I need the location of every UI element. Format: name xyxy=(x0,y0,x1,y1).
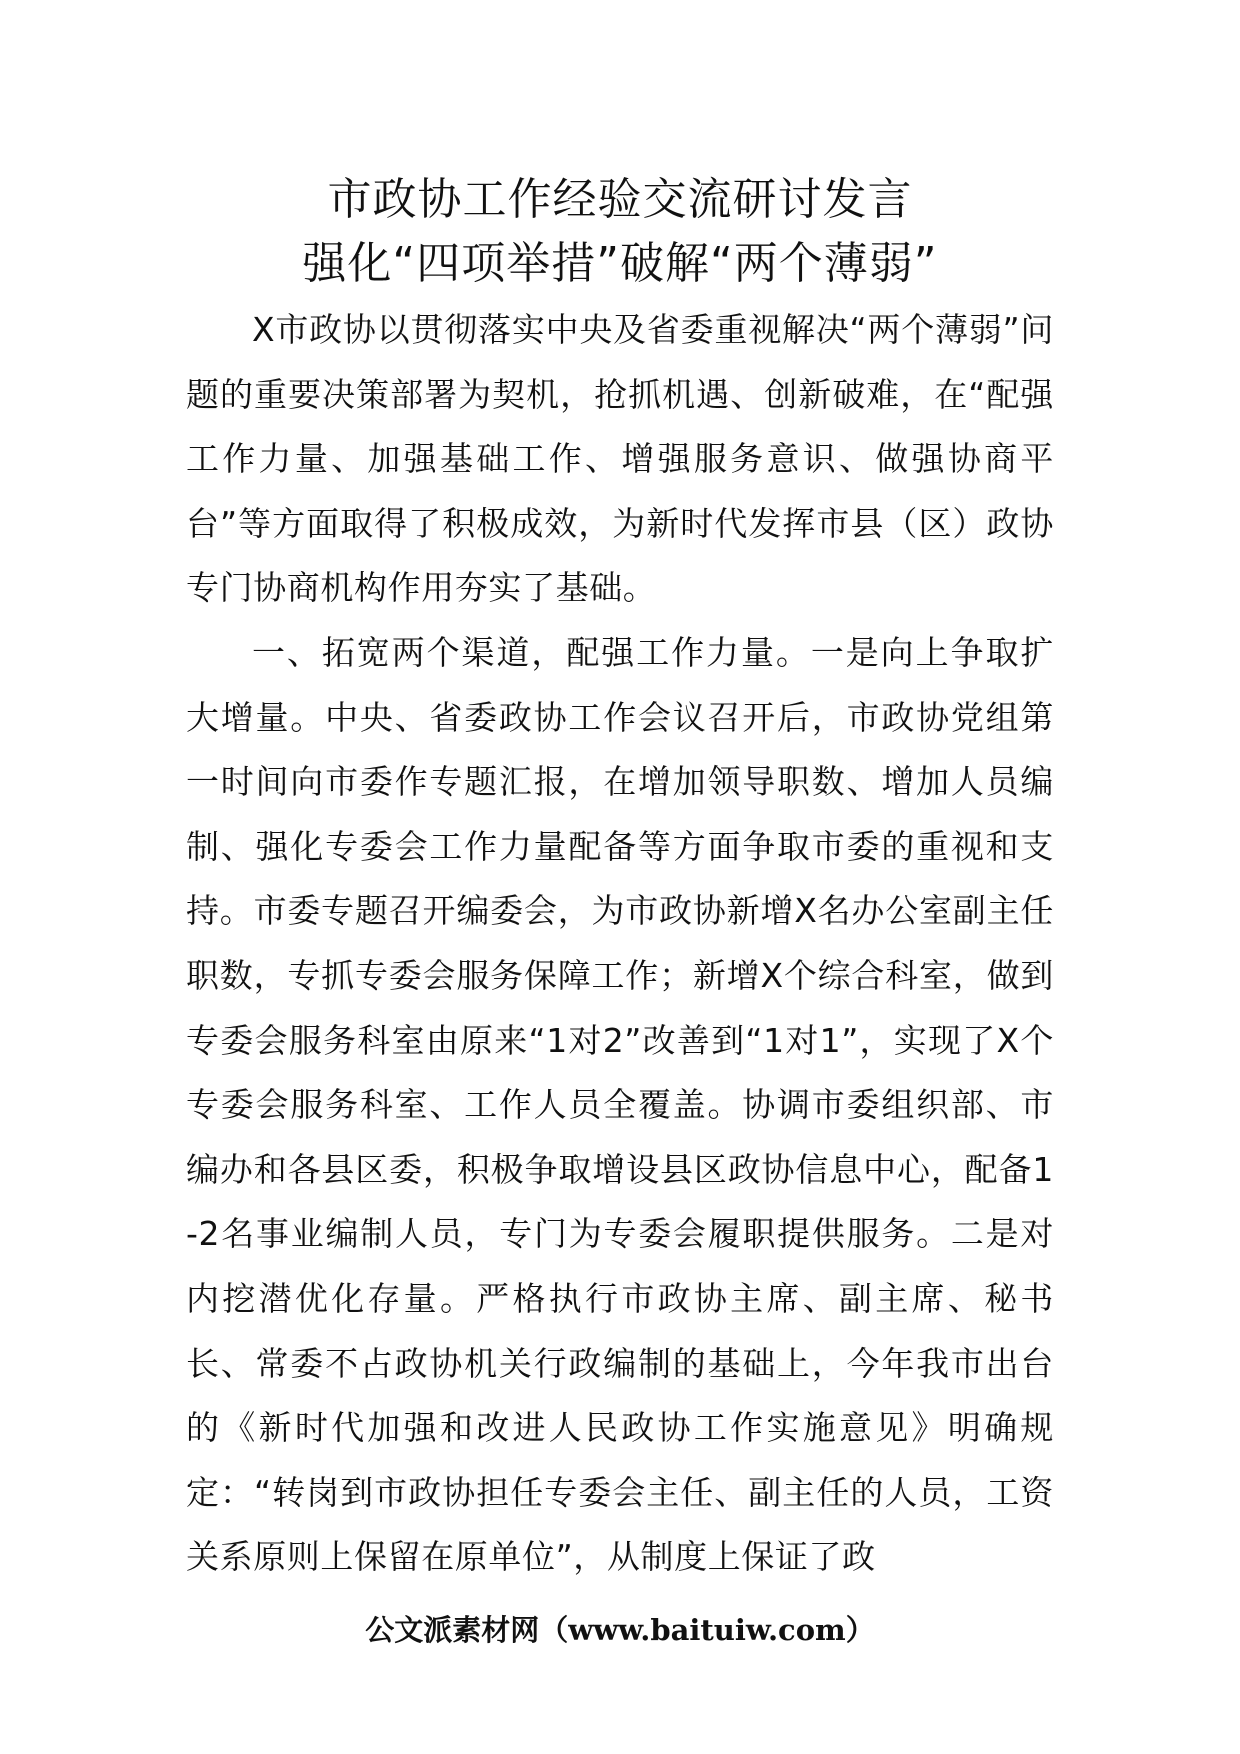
paragraph-section-1: 一、拓宽两个渠道，配强工作力量。一是向上争取扩大增量。中央、省委政协工作会议召开后，市政协党组第一时间向市委作专题汇报，在增加领导职数、增加人员编制、强化专委会工作力量配备等方面争取市委的重视和支持。市委专题召开编委会，为市政协新增X名办公室副主任职数，专抓专委会服务保障工作；新增X个综合科室，做到专委会服务科室由原来“1对2”改善到“1对1”，实现了X个专委会服务科室、工作人员全覆盖。协调市委组织部、市编办和各县区委，积极争取增设县区政协信息中心，配备1-2名事业编制人员，专门为专委会履职提供服务。二是对内挖潜优化存量。严格执行市政协主席、副主席、秘书长、常委不占政协机关行政编制的基础上，今年我市出台的《新时代加强和改进人民政协工作实施意见》明确规定：“转岗到市政协担任专委会主任、副主任的人员，工资关系原则上保留在原单位”，从制度上保证了政 xyxy=(186,632,1054,1577)
paragraph-intro: X市政协以贯彻落实中央及省委重视解决“两个薄弱”问题的重要决策部署为契机，抢抓机遇、创新破难，在“配强工作力量、加强基础工作、增强服务意识、做强协商平台”等方面取得了积极成效，为新时代发挥市县（区）政协专门协商机构作用夯实了基础。 xyxy=(186,310,1054,608)
document-title: 市政协工作经验交流研讨发言 xyxy=(327,174,913,225)
document-subtitle: 强化“四项举措”破解“两个薄弱” xyxy=(302,238,938,289)
document-body xyxy=(186,298,1054,1590)
footer-watermark: 公文派素材网（www.baituiw.com） xyxy=(365,1613,875,1647)
title-block xyxy=(186,168,1054,296)
